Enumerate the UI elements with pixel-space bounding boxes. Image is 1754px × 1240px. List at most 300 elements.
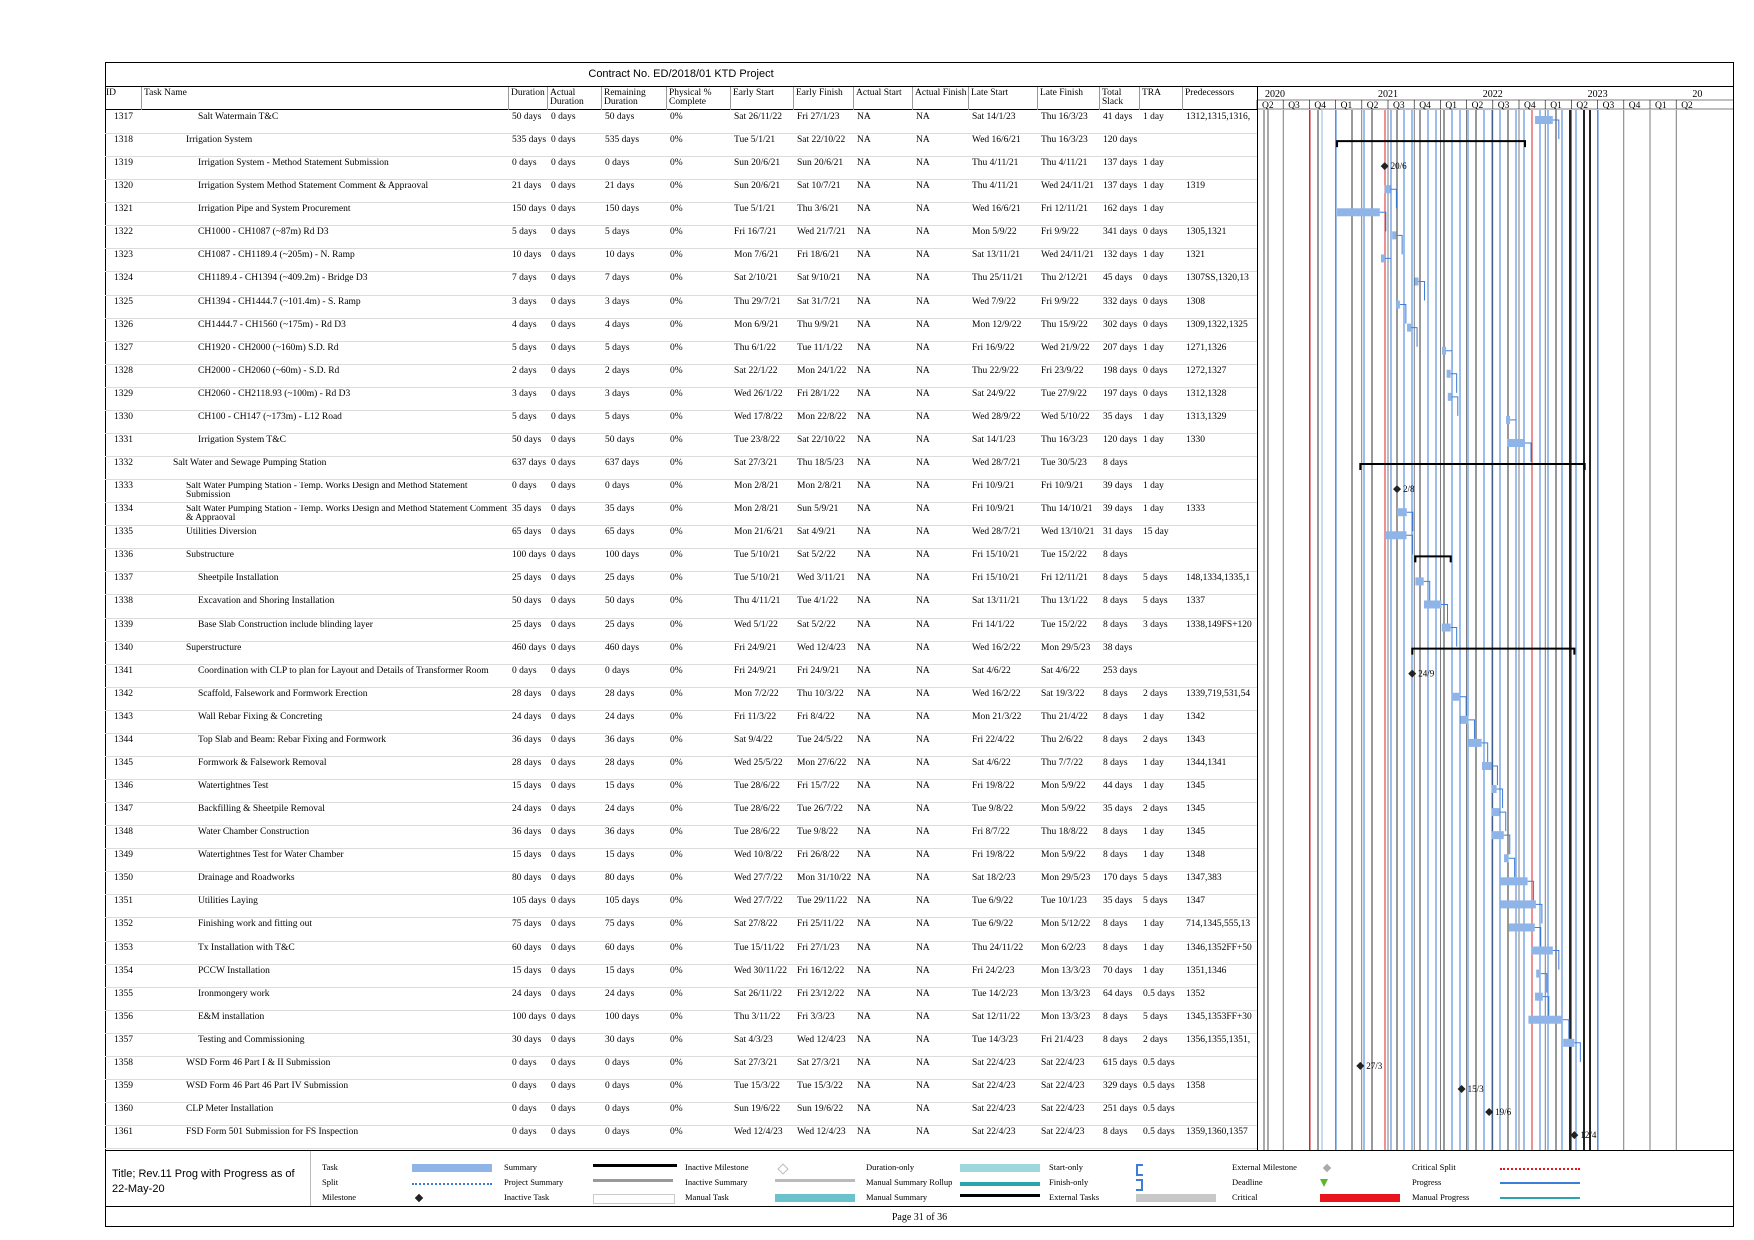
cell-dur: 25 days: [512, 619, 542, 630]
legend-swatch-manual-summary: [960, 1194, 1040, 1197]
cell-name: CH1394 - CH1444.7 (~101.4m) - S. Ramp: [198, 296, 361, 307]
cell-tra: 2 days: [1143, 804, 1168, 815]
timescale-quarter: Q2: [1576, 101, 1589, 111]
cell-ts: 45 days: [1103, 273, 1133, 284]
cell-ef: Sat 4/9/21: [797, 527, 836, 538]
cell-af: NA: [916, 965, 930, 976]
column-divider: [968, 87, 969, 110]
cell-ef: Fri 23/12/22: [797, 988, 845, 999]
legend-item-label: Milestone: [322, 1192, 356, 1202]
timescale-quarter: Q1: [1445, 101, 1458, 111]
cell-pc: 0%: [670, 296, 683, 307]
cell-ef: Tue 9/8/22: [797, 827, 839, 838]
legend-swatch-manual-task: [775, 1194, 855, 1202]
cell-af: NA: [916, 873, 930, 884]
cell-af: NA: [916, 1080, 930, 1091]
row-divider: [105, 1102, 1257, 1103]
cell-rdur: 460 days: [605, 642, 640, 653]
cell-rdur: 75 days: [605, 919, 635, 930]
cell-name: Base Slab Construction include blinding layer: [198, 619, 373, 630]
cell-lf: Mon 13/3/23: [1041, 965, 1091, 976]
cell-rdur: 50 days: [605, 434, 635, 445]
cell-ls: Tue 14/3/23: [972, 1034, 1018, 1045]
cell-adur: 0 days: [551, 873, 576, 884]
cell-as: NA: [857, 204, 871, 215]
cell-ts: 8 days: [1103, 757, 1128, 768]
cell-dur: 0 days: [512, 481, 537, 492]
cell-ls: Sat 14/1/23: [972, 434, 1016, 445]
cell-rdur: 15 days: [605, 781, 635, 792]
cell-ts: 137 days: [1103, 158, 1138, 169]
cell-ls: Tue 6/9/22: [972, 896, 1014, 907]
cell-pc: 0%: [670, 942, 683, 953]
cell-ls: Fri 10/9/21: [972, 481, 1015, 492]
cell-rdur: 3 days: [605, 296, 630, 307]
cell-pc: 0%: [670, 1104, 683, 1114]
cell-as: NA: [857, 665, 871, 676]
cell-lf: Tue 15/2/22: [1041, 619, 1087, 630]
cell-rdur: 15 days: [605, 965, 635, 976]
legend-swatch-external-tasks: [1136, 1194, 1216, 1202]
milestone-label: 2/8: [1403, 484, 1415, 495]
legend-swatch-summary: [593, 1164, 677, 1167]
cell-rdur: 24 days: [605, 711, 635, 722]
cell-tra: 0 days: [1143, 319, 1168, 330]
cell-as: NA: [857, 504, 871, 515]
cell-af: NA: [916, 642, 930, 653]
column-header: TRA: [1142, 88, 1161, 98]
cell-as: NA: [857, 827, 871, 838]
legend-swatch-inactive-summary: [775, 1179, 855, 1182]
row-divider: [105, 825, 1257, 826]
cell-as: NA: [857, 434, 871, 445]
row-divider: [105, 1125, 1257, 1126]
cell-tra: 3 days: [1143, 619, 1168, 630]
cell-lf: Sat 22/4/23: [1041, 1080, 1085, 1091]
cell-es: Fri 11/3/22: [734, 711, 777, 722]
cell-id: 1355: [114, 988, 133, 999]
cell-af: NA: [916, 619, 930, 630]
cell-es: Sat 27/8/22: [734, 919, 778, 930]
column-divider: [601, 87, 602, 110]
cell-ls: Wed 28/7/21: [972, 458, 1021, 469]
timescale-quarter: Q2: [1471, 101, 1484, 111]
cell-pred: 1308: [1186, 296, 1205, 307]
cell-pred: 1309,1322,1325: [1186, 319, 1248, 330]
cell-name: WSD Form 46 Part 46 Part IV Submission: [186, 1080, 349, 1091]
cell-es: Wed 27/7/22: [734, 873, 783, 884]
cell-pred: 1345: [1186, 827, 1205, 838]
cell-ef: Fri 27/1/23: [797, 112, 840, 122]
cell-ef: Sat 22/10/22: [797, 135, 846, 146]
cell-as: NA: [857, 642, 871, 653]
cell-adur: 0 days: [551, 227, 576, 238]
cell-pred: 1356,1355,1351,: [1186, 1034, 1251, 1045]
cell-es: Tue 5/10/21: [734, 573, 780, 584]
cell-adur: 0 days: [551, 550, 576, 561]
cell-ef: Sat 22/10/22: [797, 434, 846, 445]
cell-as: NA: [857, 688, 871, 699]
cell-ts: 8 days: [1103, 711, 1128, 722]
cell-as: NA: [857, 135, 871, 146]
cell-dur: 24 days: [512, 804, 542, 815]
cell-ls: Tue 14/2/23: [972, 988, 1018, 999]
row-divider: [105, 894, 1257, 895]
cell-dur: 5 days: [512, 342, 537, 353]
cell-es: Sat 27/3/21: [734, 458, 778, 469]
cell-tra: 0 days: [1143, 388, 1168, 399]
cell-rdur: 0 days: [605, 1104, 630, 1114]
cell-rdur: 100 days: [605, 550, 640, 561]
cell-pred: 1352: [1186, 988, 1205, 999]
cell-ef: Tue 24/5/22: [797, 734, 843, 745]
timescale-quarter: Q1: [1550, 101, 1562, 111]
cell-af: NA: [916, 434, 930, 445]
cell-name: CH1189.4 - CH1394 (~409.2m) - Bridge D3: [198, 273, 368, 284]
cell-ts: 162 days: [1103, 204, 1138, 215]
cell-ls: Fri 8/7/22: [972, 827, 1010, 838]
cell-pred: 1337: [1186, 596, 1205, 607]
cell-pred: 1312,1315,1316,: [1186, 112, 1251, 122]
cell-lf: Mon 6/2/23: [1041, 942, 1086, 953]
legend-item-label: Project Summary: [504, 1177, 564, 1187]
cell-ls: Wed 28/9/22: [972, 411, 1021, 422]
cell-ef: Mon 27/6/22: [797, 757, 847, 768]
cell-ef: Sun 5/9/21: [797, 504, 839, 515]
row-divider: [105, 1148, 1257, 1149]
cell-as: NA: [857, 573, 871, 584]
cell-name: Finishing work and fitting out: [198, 919, 312, 930]
cell-ef: Fri 26/8/22: [797, 850, 840, 861]
cell-lf: Mon 5/9/22: [1041, 850, 1086, 861]
cell-ef: Fri 24/9/21: [797, 665, 840, 676]
cell-ls: Thu 4/11/21: [972, 181, 1019, 192]
cell-lf: Thu 13/1/22: [1041, 596, 1088, 607]
cell-ts: 70 days: [1103, 965, 1133, 976]
cell-rdur: 2 days: [605, 365, 630, 376]
cell-name: Salt Water and Sewage Pumping Station: [173, 458, 327, 469]
cell-rdur: 35 days: [605, 504, 635, 515]
cell-pc: 0%: [670, 527, 683, 538]
cell-es: Tue 5/1/21: [734, 204, 776, 215]
cell-es: Mon 21/6/21: [734, 527, 784, 538]
cell-af: NA: [916, 757, 930, 768]
cell-lf: Thu 16/3/23: [1041, 112, 1088, 122]
cell-tra: 0 days: [1143, 227, 1168, 238]
milestone-label: 20/6: [1390, 161, 1407, 172]
row-divider: [105, 710, 1257, 711]
cell-lf: Fri 21/4/23: [1041, 1034, 1084, 1045]
cell-pred: 1319: [1186, 181, 1205, 192]
cell-af: NA: [916, 204, 930, 215]
cell-name: Utilities Laying: [198, 896, 258, 907]
cell-ts: 39 days: [1103, 481, 1133, 492]
cell-pc: 0%: [670, 757, 683, 768]
cell-tra: 15 day: [1143, 527, 1169, 538]
cell-adur: 0 days: [551, 250, 576, 261]
cell-ef: Thu 9/9/21: [797, 319, 839, 330]
row-divider: [105, 548, 1257, 549]
cell-pred: 1330: [1186, 434, 1205, 445]
legend-item-label: Manual Summary: [866, 1192, 928, 1202]
cell-es: Wed 5/1/22: [734, 619, 778, 630]
cell-af: NA: [916, 781, 930, 792]
cell-id: 1351: [114, 896, 133, 907]
cell-id: 1338: [114, 596, 133, 607]
cell-ts: 132 days: [1103, 250, 1138, 261]
cell-af: NA: [916, 919, 930, 930]
cell-adur: 0 days: [551, 1011, 576, 1022]
column-header: Task Name: [144, 88, 187, 98]
cell-lf: Thu 2/12/21: [1041, 273, 1088, 284]
cell-adur: 0 days: [551, 365, 576, 376]
cell-tra: 1 day: [1143, 504, 1164, 515]
row-divider: [105, 156, 1257, 157]
cell-ts: 137 days: [1103, 181, 1138, 192]
cell-pred: 1339,719,531,54: [1186, 688, 1251, 699]
cell-id: 1361: [114, 1127, 133, 1138]
cell-as: NA: [857, 458, 871, 469]
cell-tra: 5 days: [1143, 873, 1168, 884]
cell-id: 1353: [114, 942, 133, 953]
cell-tra: 5 days: [1143, 596, 1168, 607]
cell-lf: Thu 2/6/22: [1041, 734, 1083, 745]
cell-ts: 35 days: [1103, 896, 1133, 907]
cell-dur: 28 days: [512, 757, 542, 768]
cell-ef: Fri 8/4/22: [797, 711, 835, 722]
cell-es: Tue 23/8/22: [734, 434, 780, 445]
cell-dur: 637 days: [512, 458, 547, 469]
cell-as: NA: [857, 896, 871, 907]
legend-item-label: Inactive Summary: [685, 1177, 748, 1187]
cell-es: Mon 7/6/21: [734, 250, 779, 261]
cell-pc: 0%: [670, 342, 683, 353]
cell-ef: Sun 19/6/22: [797, 1104, 844, 1114]
cell-dur: 0 days: [512, 1080, 537, 1091]
cell-as: NA: [857, 1057, 871, 1068]
cell-tra: 1 day: [1143, 434, 1164, 445]
legend-swatch-critical-split: [1500, 1168, 1580, 1170]
cell-pc: 0%: [670, 273, 683, 284]
column-divider: [1099, 87, 1100, 110]
row-divider: [105, 571, 1257, 572]
cell-as: NA: [857, 296, 871, 307]
cell-id: 1346: [114, 781, 133, 792]
cell-name: Excavation and Shoring Installation: [198, 596, 335, 607]
timescale-quarter: Q2: [1681, 101, 1693, 111]
cell-as: NA: [857, 1011, 871, 1022]
cell-pred: 1351,1346: [1186, 965, 1227, 976]
cell-id: 1358: [114, 1057, 133, 1068]
row-divider: [105, 779, 1257, 780]
cell-ls: Thu 24/11/22: [972, 942, 1024, 953]
cell-af: NA: [916, 388, 930, 399]
cell-name: E&M installation: [198, 1011, 265, 1022]
cell-ef: Sat 9/10/21: [797, 273, 841, 284]
cell-ls: Thu 4/11/21: [972, 158, 1019, 169]
cell-pred: 1312,1328: [1186, 388, 1227, 399]
cell-pc: 0%: [670, 365, 683, 376]
cell-es: Fri 24/9/21: [734, 665, 777, 676]
timescale-quarter: Q1: [1340, 101, 1353, 111]
cell-rdur: 36 days: [605, 827, 635, 838]
cell-lf: Thu 16/3/23: [1041, 434, 1088, 445]
cell-ef: Sat 10/7/21: [797, 181, 841, 192]
cell-ef: Mon 2/8/21: [797, 481, 842, 492]
legend-item-label: External Milestone: [1232, 1162, 1297, 1172]
column-header: Actual Start: [856, 88, 902, 98]
row-divider: [105, 502, 1257, 503]
cell-ef: Fri 27/1/23: [797, 942, 840, 953]
cell-ts: 207 days: [1103, 342, 1138, 353]
cell-ls: Thu 25/11/21: [972, 273, 1024, 284]
timescale-quarter: Q4: [1628, 101, 1641, 111]
cell-adur: 0 days: [551, 642, 576, 653]
cell-id: 1329: [114, 388, 133, 399]
cell-adur: 0 days: [551, 434, 576, 445]
row-divider: [105, 133, 1257, 134]
cell-adur: 0 days: [551, 965, 576, 976]
cell-ef: Mon 22/8/22: [797, 411, 847, 422]
cell-af: NA: [916, 296, 930, 307]
cell-id: 1337: [114, 573, 133, 584]
header-rule: [105, 109, 1257, 110]
cell-ts: 341 days: [1103, 227, 1138, 238]
cell-as: NA: [857, 804, 871, 815]
cell-es: Thu 3/11/22: [734, 1011, 781, 1022]
cell-dur: 4 days: [512, 319, 537, 330]
cell-es: Sat 2/10/21: [734, 273, 778, 284]
cell-lf: Mon 29/5/23: [1041, 873, 1091, 884]
cell-tra: 1 day: [1143, 181, 1164, 192]
cell-as: NA: [857, 342, 871, 353]
cell-rdur: 25 days: [605, 573, 635, 584]
cell-id: 1340: [114, 642, 133, 653]
cell-af: NA: [916, 804, 930, 815]
cell-ls: Fri 15/10/21: [972, 550, 1020, 561]
cell-ts: 8 days: [1103, 1011, 1128, 1022]
cell-pred: 1305,1321: [1186, 227, 1227, 238]
cell-lf: Thu 21/4/22: [1041, 711, 1088, 722]
cell-pred: 1338,149FS+120: [1186, 619, 1252, 630]
cell-id: 1342: [114, 688, 133, 699]
cell-pc: 0%: [670, 204, 683, 215]
cell-lf: Sat 22/4/23: [1041, 1127, 1085, 1138]
cell-tra: 1 day: [1143, 711, 1164, 722]
cell-dur: 150 days: [512, 204, 547, 215]
cell-id: 1319: [114, 158, 133, 169]
row-divider: [105, 179, 1257, 180]
cell-tra: 0 days: [1143, 296, 1168, 307]
row-divider: [105, 941, 1257, 942]
cell-rdur: 535 days: [605, 135, 640, 146]
cell-af: NA: [916, 1011, 930, 1022]
cell-id: 1333: [114, 481, 133, 492]
cell-ts: 31 days: [1103, 527, 1133, 538]
cell-adur: 0 days: [551, 896, 576, 907]
legend-swatch-progress: [1500, 1182, 1580, 1184]
legend-item-label: Critical: [1232, 1192, 1258, 1202]
cell-adur: 0 days: [551, 757, 576, 768]
cell-ts: 253 days: [1103, 665, 1138, 676]
cell-pc: 0%: [670, 434, 683, 445]
cell-name: CH100 - CH147 (~173m) - L12 Road: [198, 411, 342, 422]
cell-adur: 0 days: [551, 734, 576, 745]
cell-adur: 0 days: [551, 1080, 576, 1091]
cell-es: Sun 20/6/21: [734, 181, 781, 192]
cell-es: Thu 4/11/21: [734, 596, 781, 607]
cell-adur: 0 days: [551, 342, 576, 353]
cell-rdur: 80 days: [605, 873, 635, 884]
cell-es: Tue 5/10/21: [734, 550, 780, 561]
cell-pred: 1271,1326: [1186, 342, 1227, 353]
cell-pred: 1359,1360,1357: [1186, 1127, 1248, 1138]
cell-rdur: 25 days: [605, 619, 635, 630]
cell-adur: 0 days: [551, 1104, 576, 1114]
column-header: Physical % Complete: [669, 88, 712, 107]
cell-ls: Mon 5/9/22: [972, 227, 1017, 238]
cell-es: Fri 16/7/21: [734, 227, 777, 238]
cell-ts: 170 days: [1103, 873, 1138, 884]
cell-pc: 0%: [670, 873, 683, 884]
cell-af: NA: [916, 988, 930, 999]
row-divider: [105, 341, 1257, 342]
cell-ts: 8 days: [1103, 550, 1128, 561]
cell-af: NA: [916, 942, 930, 953]
row-divider: [105, 410, 1257, 411]
cell-af: NA: [916, 596, 930, 607]
cell-es: Tue 15/3/22: [734, 1080, 780, 1091]
row-divider: [105, 756, 1257, 757]
cell-dur: 25 days: [512, 573, 542, 584]
cell-name: Formwork & Falsework Removal: [198, 757, 327, 768]
cell-tra: 2 days: [1143, 734, 1168, 745]
cell-ls: Wed 16/6/21: [972, 204, 1021, 215]
cell-lf: Thu 15/9/22: [1041, 319, 1088, 330]
legend-swatch-critical: [1320, 1194, 1400, 1202]
cell-es: Fri 24/9/21: [734, 642, 777, 653]
cell-adur: 0 days: [551, 273, 576, 284]
cell-as: NA: [857, 365, 871, 376]
cell-id: 1350: [114, 873, 133, 884]
legend-swatch-deadline: [1320, 1179, 1328, 1187]
cell-af: NA: [916, 1057, 930, 1068]
cell-adur: 0 days: [551, 504, 576, 515]
cell-lf: Mon 13/3/23: [1041, 1011, 1091, 1022]
cell-ts: 8 days: [1103, 827, 1128, 838]
cell-name: Backfilling & Sheetpile Removal: [198, 804, 325, 815]
row-divider: [105, 433, 1257, 434]
cell-name: CH1920 - CH2000 (~160m) S.D. Rd: [198, 342, 339, 353]
cell-rdur: 0 days: [605, 665, 630, 676]
legend-item-label: Inactive Milestone: [685, 1162, 749, 1172]
row-divider: [105, 225, 1257, 226]
cell-af: NA: [916, 158, 930, 169]
cell-af: NA: [916, 1104, 930, 1114]
cell-lf: Mon 5/9/22: [1041, 781, 1086, 792]
cell-adur: 0 days: [551, 804, 576, 815]
cell-id: 1323: [114, 250, 133, 261]
cell-rdur: 0 days: [605, 158, 630, 169]
cell-ls: Fri 24/2/23: [972, 965, 1015, 976]
cell-id: 1318: [114, 135, 133, 146]
cell-rdur: 0 days: [605, 481, 630, 492]
column-divider: [666, 87, 667, 110]
cell-af: NA: [916, 319, 930, 330]
cell-ef: Fri 3/3/23: [797, 1011, 835, 1022]
cell-pc: 0%: [670, 250, 683, 261]
cell-adur: 0 days: [551, 112, 576, 122]
